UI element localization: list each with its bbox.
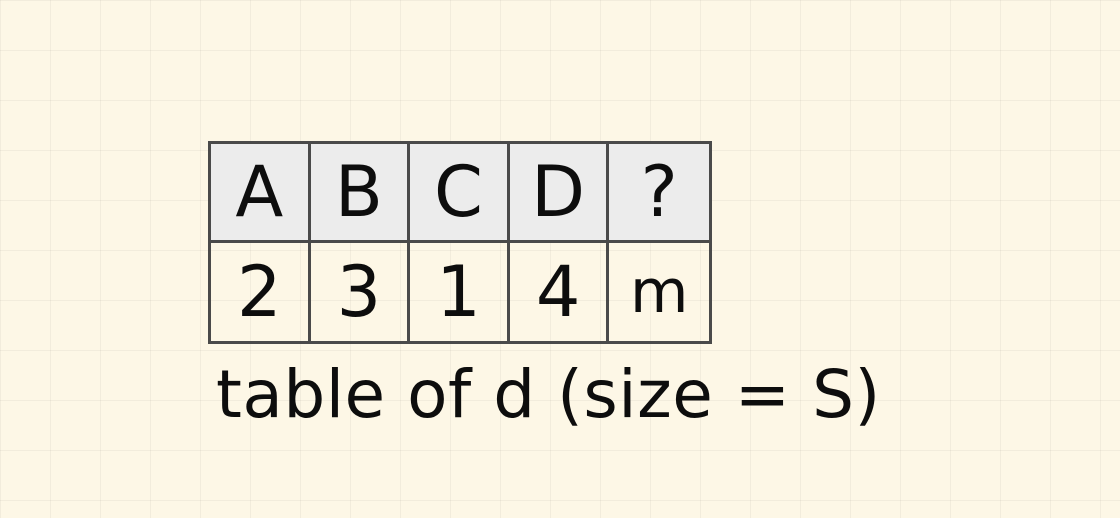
header-cell-unknown: ? — [609, 144, 709, 243]
value-cell-c: 1 — [410, 243, 510, 342]
value-cell-unknown: m — [629, 256, 689, 327]
header-cell-c: C — [410, 144, 510, 243]
value-cell-d: 4 — [510, 243, 610, 342]
value-cell-b: 3 — [311, 243, 411, 342]
header-cell-d: D — [510, 144, 610, 243]
header-cell-a: A — [211, 144, 311, 243]
header-cell-b: B — [311, 144, 411, 243]
lookup-table — [208, 141, 712, 344]
table-caption: table of d (size = S) — [216, 356, 881, 433]
value-cell-a: 2 — [211, 243, 311, 342]
